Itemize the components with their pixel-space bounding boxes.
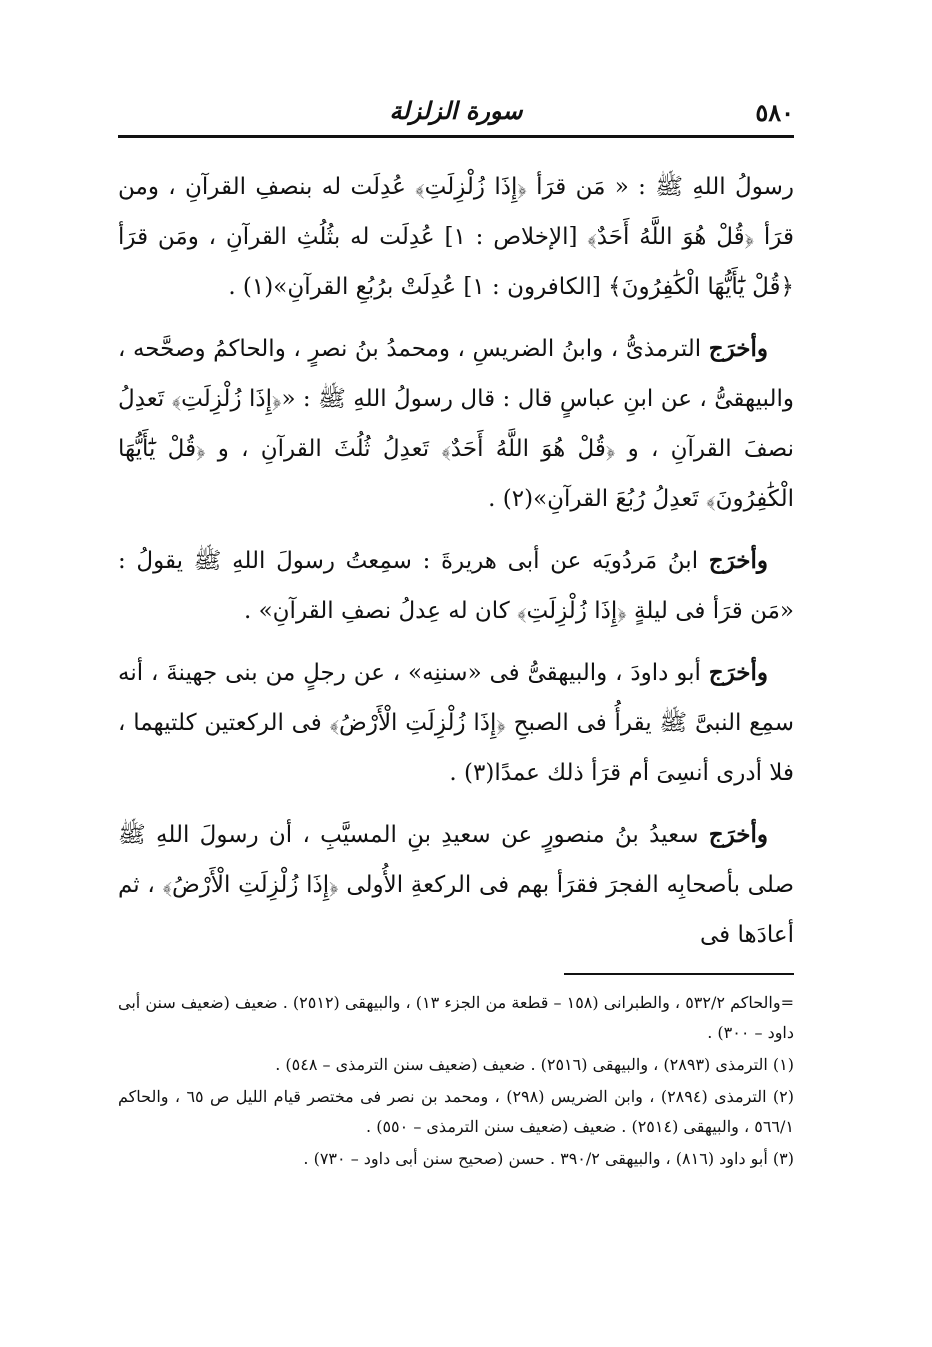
- paragraph-4-text: أبو داودَ ، والبيهقىُّ فى «سننِه» ، عن رجلٍ من بنى جهينةَ ، أنه سمِع النبىَّ ﷺ يقرأُ فى الصبحِ ﴿إِذَا زُلْزِلَتِ الْأَرْضُ﴾ فى الركعتين كلتيهما ، فلا أدرى أنسِىَ أم قرَأ ذلك عمدًا(٣) .: [118, 660, 794, 786]
- paragraph-3-lead: وأخرَج: [708, 547, 768, 574]
- page-header: [118, 90, 794, 130]
- footnote-2: (٢) الترمذى (٢٨٩٤) ، وابن الضريس (٢٩٨) ، ومحمد بن نصر فى مختصر قيام الليل ص ٦٥ ، والحاكم ٥٦٦/١ ، والبيهقى (٢٥١٤) . ضعيف (ضعيف سنن الترمذى – ٥٥٠) .: [118, 1087, 795, 1136]
- main-text: [118, 162, 794, 972]
- paragraph-3: [118, 536, 794, 636]
- paragraph-3-text: ابنُ مَردُويَه عن أبى هريرةَ : سمِعتُ رسولَ اللهِ ﷺ يقولُ : «مَن قرَأ فى ليلةٍ ﴿إِذَا زُلْزِلَتِ﴾ كان له عِدلُ نصفِ القرآنِ» .: [118, 548, 794, 624]
- footnote-3: (٣) أبو داود (٨١٦) ، والبيهقى ٣٩٠/٢ . حسن (صحيح سنن أبى داود – ٧٣٠) .: [303, 1149, 794, 1168]
- footnote-continuation: =والحاكم ٥٣٢/٢ ، والطبرانى (١٥٨ – قطعة من الجزء ١٣) ، والبيهقى (٢٥١٢) . ضعيف (ضعيف سنن أبى داود – ٣٠٠) .: [118, 993, 795, 1042]
- paragraph-1-text: رسولُ اللهِ ﷺ : « مَن قرَأ ﴿إِذَا زُلْزِلَتِ﴾ عُدِلَت له بنصفِ القرآنِ ، ومن قرَأ ﴿قُلْ هُوَ اللَّهُ أَحَدٌ﴾ [الإخلاص : ١] عُدِلَت له بثُلُثِ القرآنِ ، ومَن قرَأ ﴿قُلْ يَٰٓأَيُّهَا الْكَٰفِرُونَ﴾ [الكافرون : ١] عُدِلَتْ برُبُعِ القرآنِ»(١) .: [118, 174, 794, 300]
- paragraph-5-text: سعيدُ بنُ منصورٍ عن سعيدِ بنِ المسيَّبِ ، أن رسولَ اللهِ ﷺ صلى بأصحابِه الفجرَ فقرَأ بهم فى الركعةِ الأُولى ﴿إِذَا زُلْزِلَتِ الْأَرْضُ﴾ ، ثم أعادَها فى: [118, 822, 794, 948]
- page-number: ٥٨٠: [755, 98, 794, 127]
- book-page: [118, 80, 794, 1280]
- paragraph-2-lead: وأخرَج: [708, 335, 768, 362]
- footnotes-divider: [564, 973, 794, 975]
- paragraph-2-text: الترمذىُّ ، وابنُ الضريسِ ، ومحمدُ بنُ نصرٍ ، والحاكمُ وصحَّحه ، والبيهقىُّ ، عن ابنِ عباسٍ قال : قال رسولُ اللهِ ﷺ : «﴿إِذَا زُلْزِلَتِ﴾ تَعدِلُ نصفَ القرآنِ ، و ﴿قُلْ هُوَ اللَّهُ أَحَدٌ﴾ تَعدِلُ ثُلُثَ القرآنِ ، و ﴿قُلْ يَٰٓأَيُّهَا الْكَٰفِرُونَ﴾ تَعدِلُ رُبُعَ القرآنِ»(٢) .: [118, 336, 794, 512]
- footnote-1: (١) الترمذى (٢٨٩٣) ، والبيهقى (٢٥١٦) . ضعيف (ضعيف سنن الترمذى – ٥٤٨) .: [275, 1055, 794, 1074]
- paragraph-4-lead: وأخرَج: [708, 659, 768, 686]
- footnotes: [118, 988, 794, 1176]
- header-rule: [118, 135, 794, 138]
- paragraph-5: [118, 810, 794, 960]
- paragraph-5-lead: وأخرَج: [708, 821, 768, 848]
- paragraph-4: [118, 648, 794, 798]
- running-title: سورة الزلزلة: [389, 96, 523, 125]
- paragraph-1: [118, 162, 794, 312]
- paragraph-2: [118, 324, 794, 524]
